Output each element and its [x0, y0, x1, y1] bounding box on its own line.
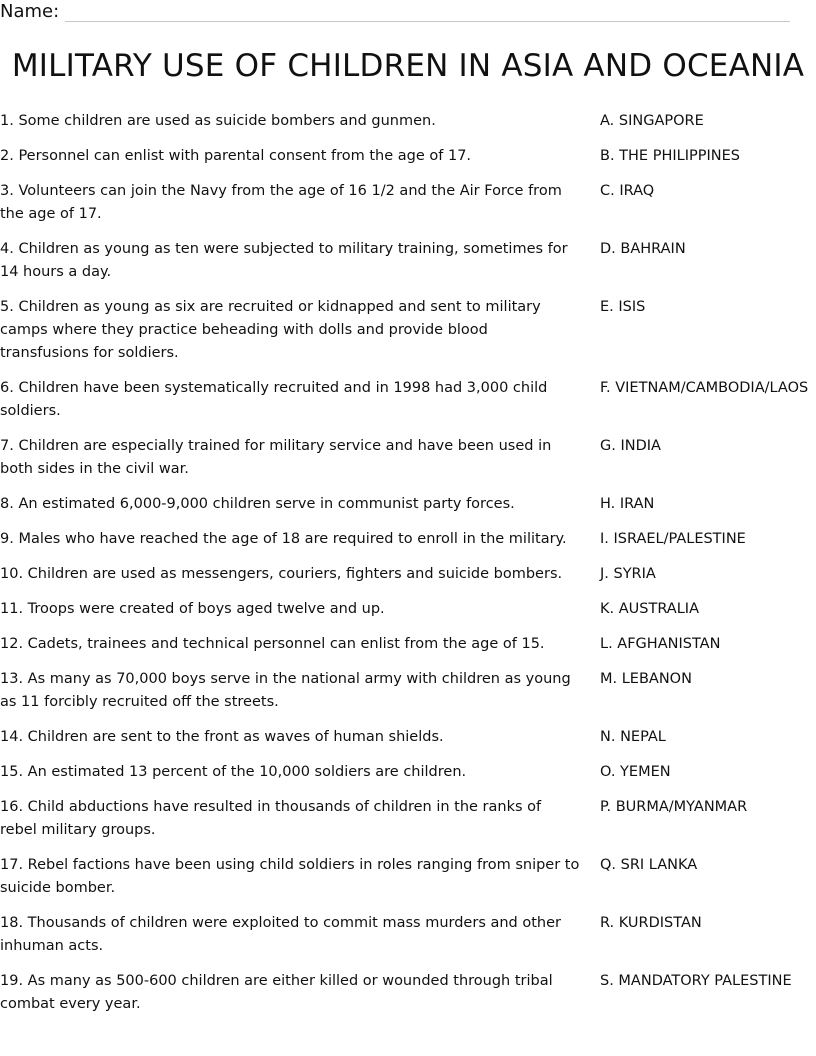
answer-option: O. YEMEN: [600, 764, 671, 780]
matching-row: [0, 435, 816, 481]
clue-text: 9. Males who have reached the age of 18 are required to enroll in the military.: [0, 531, 567, 547]
matching-row: [0, 912, 816, 958]
matching-row: [0, 493, 816, 516]
worksheet-title: MILITARY USE OF CHILDREN IN ASIA AND OCEANIA: [11, 48, 805, 84]
matching-row: [0, 598, 816, 621]
answer-option: P. BURMA/MYANMAR: [600, 799, 748, 815]
matching-row: [0, 528, 816, 551]
matching-row: [0, 296, 816, 365]
clue-text: 15. An estimated 13 percent of the 10,000 soldiers are children.: [0, 764, 467, 780]
clue-text: 5. Children as young as six are recruited or kidnapped and sent to military camps where they practice beheading with dolls and provide blood transfusions for soldiers.: [0, 299, 541, 361]
answer-option: J. SYRIA: [600, 566, 656, 582]
name-field-row: [0, 0, 790, 22]
answer-option: A. SINGAPORE: [600, 113, 704, 129]
answer-option: C. IRAQ: [600, 183, 655, 199]
matching-row: [0, 726, 816, 749]
clue-text: 12. Cadets, trainees and technical personnel can enlist from the age of 15.: [0, 636, 545, 652]
matching-list: [0, 110, 816, 1028]
matching-row: [0, 796, 816, 842]
clue-text: 2. Personnel can enlist with parental consent from the age of 17.: [0, 148, 472, 164]
clue-text: 6. Children have been systematically recruited and in 1998 had 3,000 child soldiers.: [0, 380, 548, 419]
clue-text: 17. Rebel factions have been using child soldiers in roles ranging from sniper to suicide bomber.: [0, 857, 580, 896]
answer-option: G. INDIA: [600, 438, 661, 454]
answer-option: E. ISIS: [600, 299, 646, 315]
matching-row: [0, 970, 816, 1016]
matching-row: [0, 145, 816, 168]
clue-text: 3. Volunteers can join the Navy from the age of 16 1/2 and the Air Force from the age of 17.: [0, 183, 562, 222]
matching-row: [0, 180, 816, 226]
answer-option: D. BAHRAIN: [600, 241, 686, 257]
matching-row: [0, 761, 816, 784]
matching-row: [0, 668, 816, 714]
matching-row: [0, 110, 816, 133]
matching-row: [0, 854, 816, 900]
answer-option: B. THE PHILIPPINES: [600, 148, 740, 164]
matching-row: [0, 238, 816, 284]
clue-text: 8. An estimated 6,000-9,000 children serve in communist party forces.: [0, 496, 515, 512]
name-blank-line[interactable]: [65, 5, 790, 22]
clue-text: 10. Children are used as messengers, couriers, fighters and suicide bombers.: [0, 566, 563, 582]
answer-option: M. LEBANON: [600, 671, 692, 687]
answer-option: F. VIETNAM/CAMBODIA/LAOS: [600, 380, 809, 396]
clue-text: 18. Thousands of children were exploited to commit mass murders and other inhuman acts.: [0, 915, 561, 954]
matching-row: [0, 633, 816, 656]
answer-option: L. AFGHANISTAN: [600, 636, 721, 652]
clue-text: 4. Children as young as ten were subjected to military training, sometimes for 14 hours a day.: [0, 241, 568, 280]
matching-row: [0, 563, 816, 586]
answer-option: R. KURDISTAN: [600, 915, 702, 931]
clue-text: 16. Child abductions have resulted in thousands of children in the ranks of rebel military groups.: [0, 799, 542, 838]
clue-text: 14. Children are sent to the front as waves of human shields.: [0, 729, 444, 745]
name-label: Name:: [0, 1, 60, 22]
answer-option: H. IRAN: [600, 496, 655, 512]
clue-text: 7. Children are especially trained for military service and have been used in both sides in the civil war.: [0, 438, 552, 477]
clue-text: 1. Some children are used as suicide bombers and gunmen.: [0, 113, 436, 129]
answer-option: Q. SRI LANKA: [600, 857, 698, 873]
clue-text: 13. As many as 70,000 boys serve in the national army with children as young as 11 forcibly recruited off the streets.: [0, 671, 571, 710]
answer-option: I. ISRAEL/PALESTINE: [600, 531, 746, 547]
matching-row: [0, 377, 816, 423]
clue-text: 11. Troops were created of boys aged twelve and up.: [0, 601, 385, 617]
answer-option: N. NEPAL: [600, 729, 666, 745]
answer-option: K. AUSTRALIA: [600, 601, 700, 617]
clue-text: 19. As many as 500-600 children are either killed or wounded through tribal combat every year.: [0, 973, 553, 1012]
answer-option: S. MANDATORY PALESTINE: [600, 973, 792, 989]
